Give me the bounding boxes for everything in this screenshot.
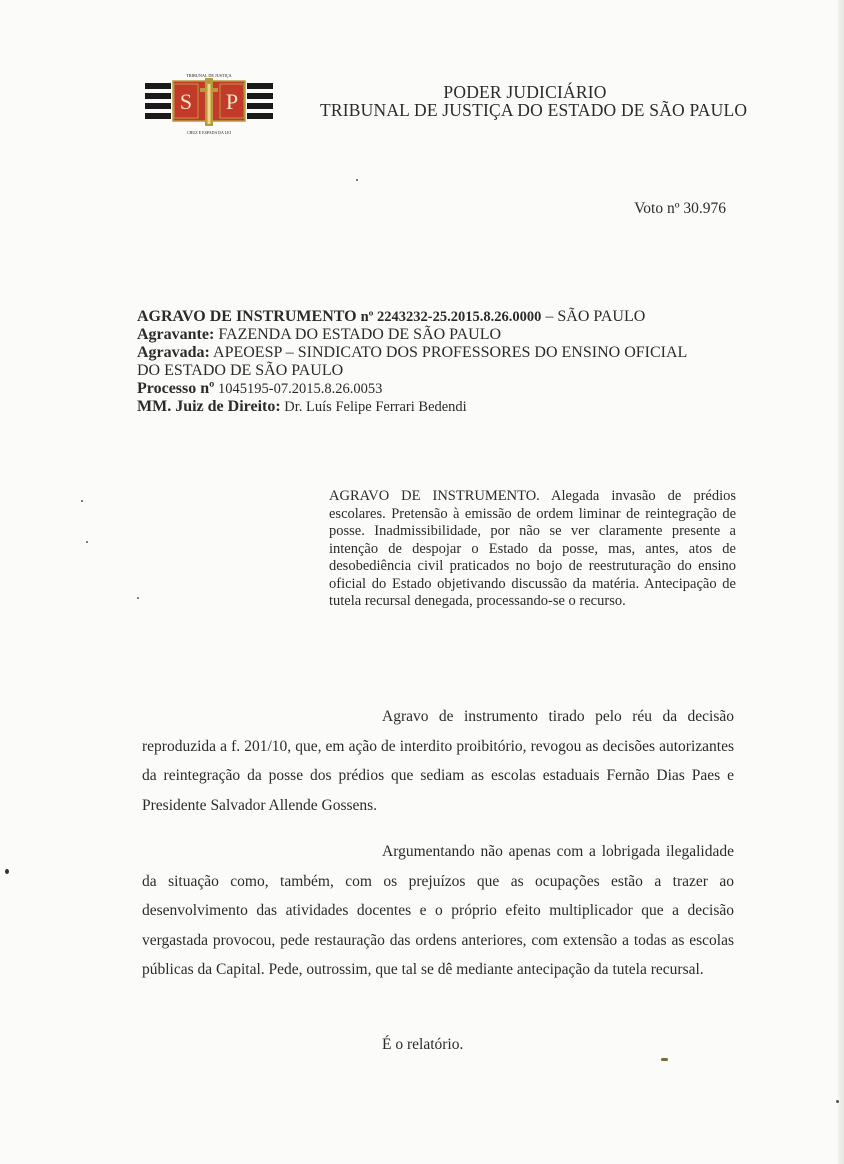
agravada-label: Agravada: (137, 344, 210, 361)
case-juiz-line (137, 398, 737, 416)
case-agravada-line (137, 344, 737, 362)
processo-label: Processo nº (137, 380, 215, 397)
case-processo-line (137, 380, 737, 398)
header-line-1: PODER JUDICIÁRIO (443, 82, 607, 102)
logo-left-letter: S (179, 89, 193, 114)
case-info (137, 308, 737, 416)
scan-speck (86, 541, 88, 543)
agravo-label: AGRAVO DE INSTRUMENTO (137, 308, 357, 325)
juiz-value: Dr. Luís Felipe Ferrari Bedendi (280, 399, 467, 415)
page-edge (838, 0, 844, 1164)
tjsp-coat-of-arms-icon (143, 70, 275, 136)
voto-number: Voto nº 30.976 (634, 200, 726, 217)
closing-text: É o relatório. (382, 1036, 464, 1053)
agravo-number: nº 2243232-25.2015.8.26.0000 (360, 309, 542, 325)
processo-value: 1045195-07.2015.8.26.0053 (214, 381, 383, 397)
paragraph-2: Argumentando não apenas com a lobrigada ilegalidade da situação como, também, com os prejuízos que as ocupações estão a trazer ao desenvolvimento das atividades docentes e o próprio efeito multiplicador que a decisão vergastada provocou, pede restauração das ordens anteriores, com extensão a todas as escolas públicas da Capital. Pede, outrossim, que tal se dê mediante antecipação da tutela recursal. (142, 843, 734, 978)
scan-speck (661, 1058, 668, 1061)
scan-speck (5, 869, 9, 874)
agravante-value: FAZENDA DO ESTADO DE SÃO PAULO (214, 326, 502, 343)
header-line-2: TRIBUNAL DE JUSTIÇA DO ESTADO DE SÃO PAULO (320, 100, 748, 120)
scan-speck (81, 500, 83, 502)
logo-right-letter: P (225, 89, 239, 114)
paragraph-1: Agravo de instrumento tirado pelo réu da decisão reproduzida a f. 201/10, que, em ação de interdito proibitório, revogou as decisões autorizantes da reintegração da posse dos prédios que sediam as escolas estaduais Fernão Dias Paes e Presidente Salvador Allende Gossens. (142, 708, 734, 814)
case-agravante-line (137, 326, 737, 344)
agravante-label: Agravante: (137, 326, 215, 343)
case-agravo-line (137, 308, 737, 326)
agravo-city: – SÃO PAULO (541, 308, 646, 325)
logo-bottom-text: CRUZ E ESPADA DA LEI (187, 130, 231, 135)
logo-top-text: TRIBUNAL DE JUSTIÇA (186, 73, 232, 78)
scan-speck (137, 597, 139, 599)
agravada-value: APEOESP – SINDICATO DOS PROFESSORES DO ENSINO OFICIAL (209, 344, 688, 361)
scan-speck (356, 179, 358, 181)
scan-speck (836, 1100, 839, 1103)
ementa: AGRAVO DE INSTRUMENTO. Alegada invasão de prédios escolares. Pretensão à emissão de ordem liminar de reintegração de posse. Inadmissibilidade, por não se ver claramente presente a intenção de despojar o Estado da posse, mas, antes, atos de desobediência civil praticados no bojo de reestruturação do ensino oficial do Estado objetivando discussão da matéria. Antecipação de tutela recursal denegada, processando-se o recurso. (329, 488, 736, 609)
case-agravada-line-2: DO ESTADO DE SÃO PAULO (137, 362, 344, 379)
juiz-label: MM. Juiz de Direito: (137, 398, 281, 415)
